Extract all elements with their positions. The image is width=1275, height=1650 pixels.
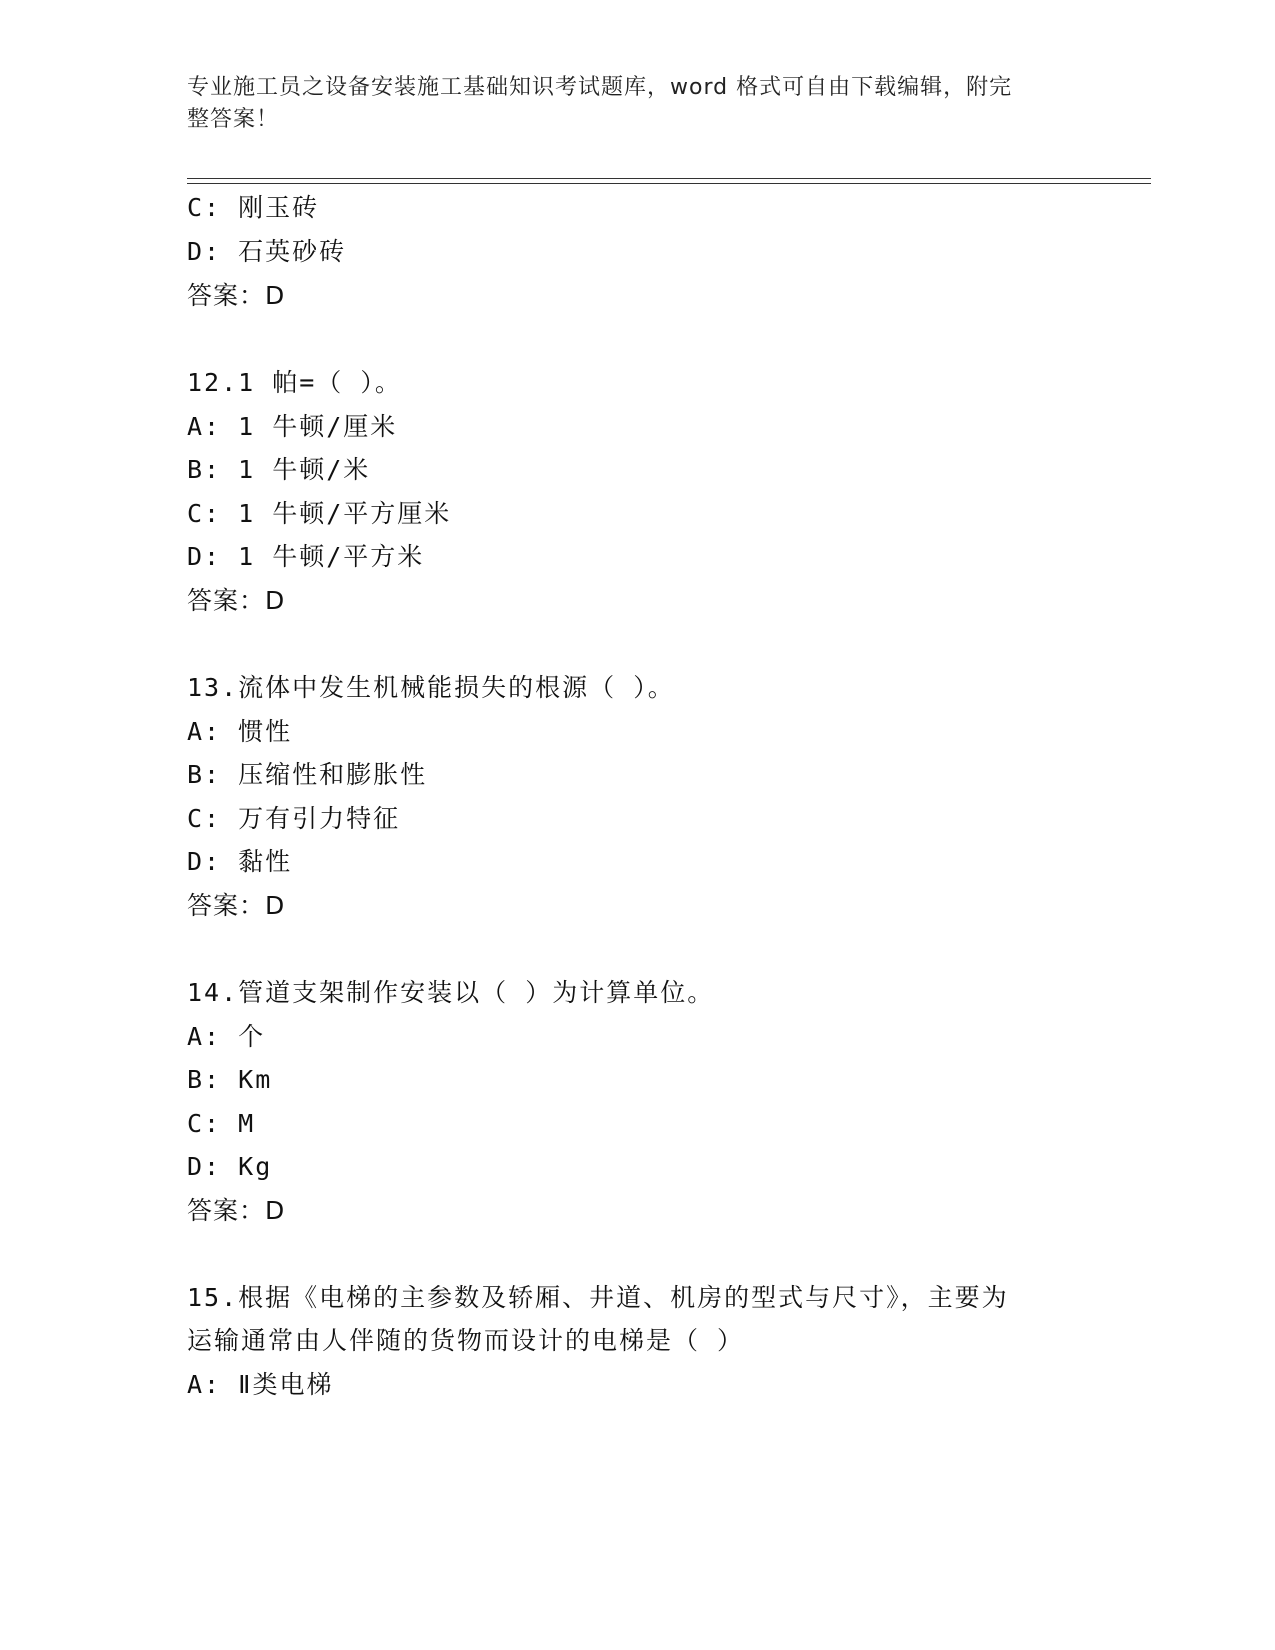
question-12-option-c: C: 1 牛顿/平方厘米 <box>187 499 452 528</box>
question-13-stem: 13.流体中发生机械能损失的根源（ ）。 <box>187 673 675 702</box>
header-rule-bottom <box>187 183 1151 184</box>
question-13-option-d: D: 黏性 <box>187 847 293 876</box>
option-d: D: 石英砂砖 <box>187 237 347 266</box>
header-line-2: 整答案！ <box>187 107 280 132</box>
option-c: C: 刚玉砖 <box>187 193 320 222</box>
question-13-option-b: B: 压缩性和膨胀性 <box>187 760 428 789</box>
question-14-answer: 答案：D <box>187 1196 286 1225</box>
question-14-option-a: A: 个 <box>187 1022 266 1051</box>
question-14-stem: 14.管道支架制作安装以（ ）为计算单位。 <box>187 978 715 1007</box>
question-14-option-d: D: Kg <box>187 1152 273 1181</box>
question-13-answer: 答案：D <box>187 891 286 920</box>
question-12-answer: 答案：D <box>187 586 286 615</box>
question-12-option-b: B: 1 牛顿/米 <box>187 455 371 484</box>
answer: 答案：D <box>187 281 286 310</box>
header-rule-top <box>187 178 1151 179</box>
question-12-option-a: A: 1 牛顿/厘米 <box>187 412 398 441</box>
question-15-option-a: A: Ⅱ类电梯 <box>187 1370 334 1399</box>
question-13-option-a: A: 惯性 <box>187 717 293 746</box>
header-line-1: 专业施工员之设备安装施工基础知识考试题库，word 格式可自由下载编辑，附完 <box>187 75 1013 100</box>
question-14-option-b: B: Km <box>187 1065 273 1094</box>
question-12-stem: 12.1 帕=（ ）。 <box>187 368 402 397</box>
question-12-option-d: D: 1 牛顿/平方米 <box>187 542 425 571</box>
document-header <box>187 72 1067 136</box>
question-15-stem-line-1: 15.根据《电梯的主参数及轿厢、井道、机房的型式与尺寸》，主要为 <box>187 1283 1009 1312</box>
question-13-option-c: C: 万有引力特征 <box>187 804 401 833</box>
question-15-stem-line-2: 运输通常由人伴随的货物而设计的电梯是（ ） <box>187 1326 745 1355</box>
question-14-option-c: C: M <box>187 1109 256 1138</box>
